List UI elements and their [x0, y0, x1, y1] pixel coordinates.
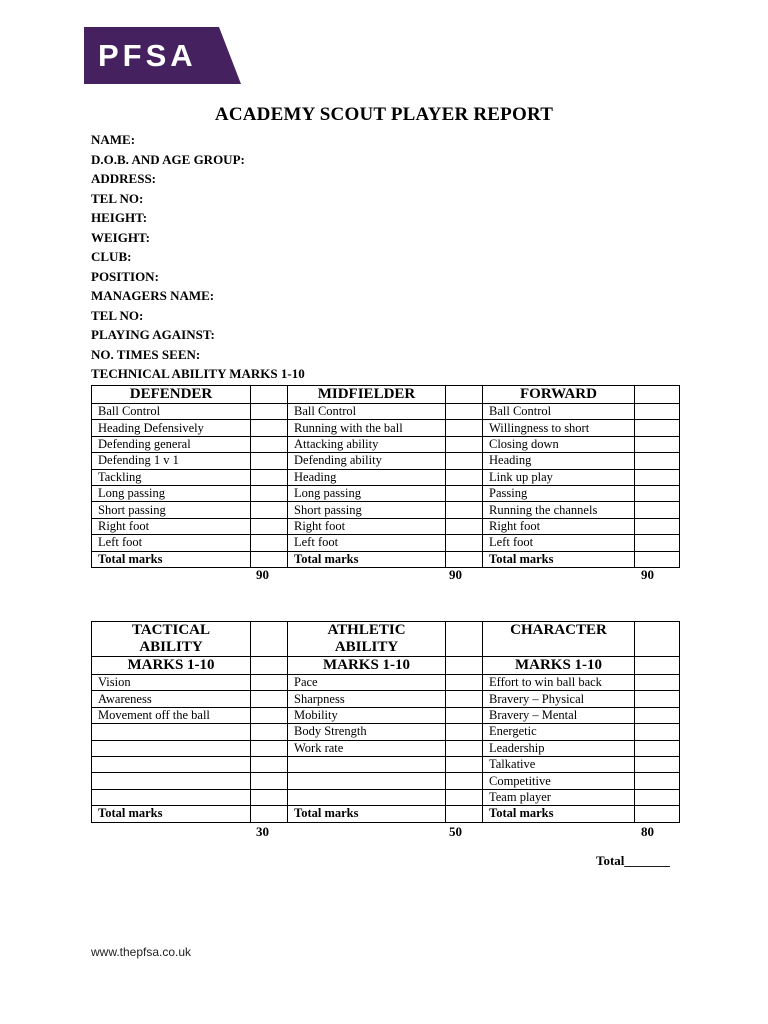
marks-cell — [446, 740, 483, 756]
marks-cell — [251, 675, 288, 691]
skill-label: Long passing — [288, 485, 446, 501]
marks-cell — [446, 436, 483, 452]
marks-cell — [635, 453, 680, 469]
marks-cell — [635, 386, 680, 404]
skill-label: Talkative — [483, 756, 635, 772]
marks-cell — [446, 518, 483, 534]
marks-cell — [251, 622, 288, 657]
skill-label: Defending ability — [288, 453, 446, 469]
column-header: DEFENDER — [92, 386, 251, 404]
marks-cell — [446, 469, 483, 485]
skill-label: Heading — [288, 469, 446, 485]
footer-url: www.thepfsa.co.uk — [91, 945, 192, 959]
marks-cell — [251, 404, 288, 420]
skill-label: Total marks — [92, 806, 251, 822]
marks-cell — [446, 404, 483, 420]
table-row — [92, 789, 680, 805]
marks-cell — [635, 691, 680, 707]
skill-label: Ball Control — [483, 404, 635, 420]
marks-cell — [635, 535, 680, 551]
skill-label: Right foot — [483, 518, 635, 534]
marks-cell — [635, 740, 680, 756]
marks-cell — [251, 420, 288, 436]
marks-cell — [446, 535, 483, 551]
technical-ability-table — [91, 385, 680, 568]
marks-cell — [251, 789, 288, 805]
table-row — [92, 806, 680, 822]
skill-label: Left foot — [483, 535, 635, 551]
marks-cell — [446, 724, 483, 740]
marks-cell — [446, 806, 483, 822]
marks-cell — [251, 691, 288, 707]
skill-label: Energetic — [483, 724, 635, 740]
marks-cell — [635, 469, 680, 485]
marks-cell — [251, 469, 288, 485]
skill-label: Attacking ability — [288, 436, 446, 452]
marks-cell — [635, 756, 680, 772]
marks-cell — [251, 756, 288, 772]
skill-label — [92, 773, 251, 789]
field-label: HEIGHT: — [91, 210, 148, 225]
skill-label: Running the channels — [483, 502, 635, 518]
skill-label: Awareness — [92, 691, 251, 707]
marks-cell — [251, 551, 288, 567]
field-label: WEIGHT: — [91, 229, 150, 245]
marks-cell — [446, 485, 483, 501]
marks-cell — [251, 485, 288, 501]
skill-label: Bravery – Mental — [483, 707, 635, 723]
table-row — [92, 740, 680, 756]
marks-cell — [635, 551, 680, 567]
marks-cell — [446, 691, 483, 707]
marks-cell — [635, 789, 680, 805]
skill-label: Total marks — [288, 551, 446, 567]
skill-label — [288, 789, 446, 805]
skill-label — [288, 756, 446, 772]
skill-label: Body Strength — [288, 724, 446, 740]
marks-cell — [635, 657, 680, 675]
skill-label: Movement off the ball — [92, 707, 251, 723]
marks-cell — [635, 485, 680, 501]
marks-cell — [446, 756, 483, 772]
table-row — [92, 675, 680, 691]
table-row — [92, 756, 680, 772]
marks-cell — [251, 724, 288, 740]
grand-total: Total_______ — [596, 853, 670, 868]
field-label: TECHNICAL ABILITY MARKS 1-10 — [91, 366, 305, 381]
column-total: 50 — [449, 824, 462, 839]
marks-cell — [251, 740, 288, 756]
table-row — [92, 469, 680, 485]
marks-cell — [251, 436, 288, 452]
marks-header: MARKS 1-10 — [288, 657, 446, 675]
field-label: ADDRESS: — [91, 171, 157, 186]
table-row — [92, 691, 680, 707]
field-label: MANAGERS NAME: — [91, 288, 215, 303]
table-row — [92, 724, 680, 740]
marks-cell — [446, 453, 483, 469]
skill-label: Sharpness — [288, 691, 446, 707]
table-row — [92, 436, 680, 452]
marks-cell — [251, 773, 288, 789]
column-header: TACTICAL ABILITY — [92, 622, 251, 657]
field-label: NAME: — [91, 132, 136, 147]
skill-label: Left foot — [92, 535, 251, 551]
skill-label: Team player — [483, 789, 635, 805]
column-header: ATHLETIC ABILITY — [288, 622, 446, 657]
pfsa-logo — [84, 27, 241, 84]
skill-label — [92, 756, 251, 772]
column-total: 90 — [449, 567, 462, 582]
skill-label — [288, 773, 446, 789]
table-row — [92, 707, 680, 723]
skill-label: Defending 1 v 1 — [92, 453, 251, 469]
marks-cell — [635, 436, 680, 452]
marks-cell — [251, 386, 288, 404]
skill-label: Heading Defensively — [92, 420, 251, 436]
table-row — [92, 518, 680, 534]
marks-cell — [446, 789, 483, 805]
skill-label: Work rate — [288, 740, 446, 756]
logo-text: PFSA — [98, 38, 197, 73]
skill-label: Long passing — [92, 485, 251, 501]
player-fields — [91, 130, 305, 384]
skill-label: Competitive — [483, 773, 635, 789]
marks-cell — [635, 518, 680, 534]
skill-label: Mobility — [288, 707, 446, 723]
marks-cell — [446, 622, 483, 657]
column-total: 30 — [256, 824, 269, 839]
column-header: CHARACTER — [483, 622, 635, 657]
skill-label: Link up play — [483, 469, 635, 485]
table-row — [92, 485, 680, 501]
skill-label: Ball Control — [288, 404, 446, 420]
skill-label: Right foot — [288, 518, 446, 534]
skill-label: Total marks — [288, 806, 446, 822]
skill-label: Effort to win ball back — [483, 675, 635, 691]
skill-label: Running with the ball — [288, 420, 446, 436]
marks-cell — [446, 551, 483, 567]
skill-label: Vision — [92, 675, 251, 691]
marks-cell — [446, 386, 483, 404]
skill-label: Passing — [483, 485, 635, 501]
skill-label: Bravery – Physical — [483, 691, 635, 707]
table-row — [92, 404, 680, 420]
skill-label: Total marks — [92, 551, 251, 567]
marks-cell — [635, 806, 680, 822]
skill-label — [92, 724, 251, 740]
column-header: FORWARD — [483, 386, 635, 404]
skill-label: Heading — [483, 453, 635, 469]
marks-cell — [251, 535, 288, 551]
marks-cell — [251, 707, 288, 723]
marks-cell — [446, 420, 483, 436]
table-row — [92, 453, 680, 469]
marks-cell — [446, 675, 483, 691]
table-row — [92, 773, 680, 789]
marks-cell — [446, 502, 483, 518]
field-label: POSITION: — [91, 268, 159, 284]
skill-label: Left foot — [288, 535, 446, 551]
skill-label: Tackling — [92, 469, 251, 485]
page-title: ACADEMY SCOUT PLAYER REPORT — [214, 104, 554, 125]
marks-cell — [251, 453, 288, 469]
marks-cell — [446, 773, 483, 789]
column-total: 90 — [256, 567, 269, 582]
marks-cell — [635, 707, 680, 723]
field-label: TEL NO: — [91, 307, 144, 323]
skill-label: Total marks — [483, 551, 635, 567]
skill-label — [92, 740, 251, 756]
column-total: 80 — [641, 824, 654, 839]
skill-label: Short passing — [92, 502, 251, 518]
skill-label: Willingness to short — [483, 420, 635, 436]
skill-label: Closing down — [483, 436, 635, 452]
field-label: TEL NO: — [91, 190, 144, 206]
field-label: D.O.B. AND AGE GROUP: — [91, 151, 245, 167]
skill-label: Leadership — [483, 740, 635, 756]
field-label: CLUB: — [91, 249, 132, 264]
table-row — [92, 420, 680, 436]
skill-label: Short passing — [288, 502, 446, 518]
field-label: NO. TIMES SEEN: — [91, 346, 201, 362]
tactical-athletic-character-table — [91, 621, 680, 823]
marks-cell — [635, 420, 680, 436]
marks-cell — [635, 724, 680, 740]
marks-cell — [446, 707, 483, 723]
marks-header: MARKS 1-10 — [92, 657, 251, 675]
marks-header: MARKS 1-10 — [483, 657, 635, 675]
skill-label: Defending general — [92, 436, 251, 452]
table-row — [92, 535, 680, 551]
marks-cell — [251, 657, 288, 675]
marks-cell — [635, 622, 680, 657]
table-row — [92, 502, 680, 518]
skill-label: Total marks — [483, 806, 635, 822]
marks-cell — [635, 675, 680, 691]
field-label: PLAYING AGAINST: — [91, 327, 215, 342]
marks-cell — [251, 518, 288, 534]
marks-cell — [635, 502, 680, 518]
skill-label: Ball Control — [92, 404, 251, 420]
column-total: 90 — [641, 567, 654, 582]
table-row — [92, 551, 680, 567]
marks-cell — [446, 657, 483, 675]
marks-cell — [251, 502, 288, 518]
skill-label: Right foot — [92, 518, 251, 534]
marks-cell — [635, 773, 680, 789]
marks-cell — [635, 404, 680, 420]
column-header: MIDFIELDER — [288, 386, 446, 404]
skill-label: Pace — [288, 675, 446, 691]
marks-cell — [251, 806, 288, 822]
skill-label — [92, 789, 251, 805]
